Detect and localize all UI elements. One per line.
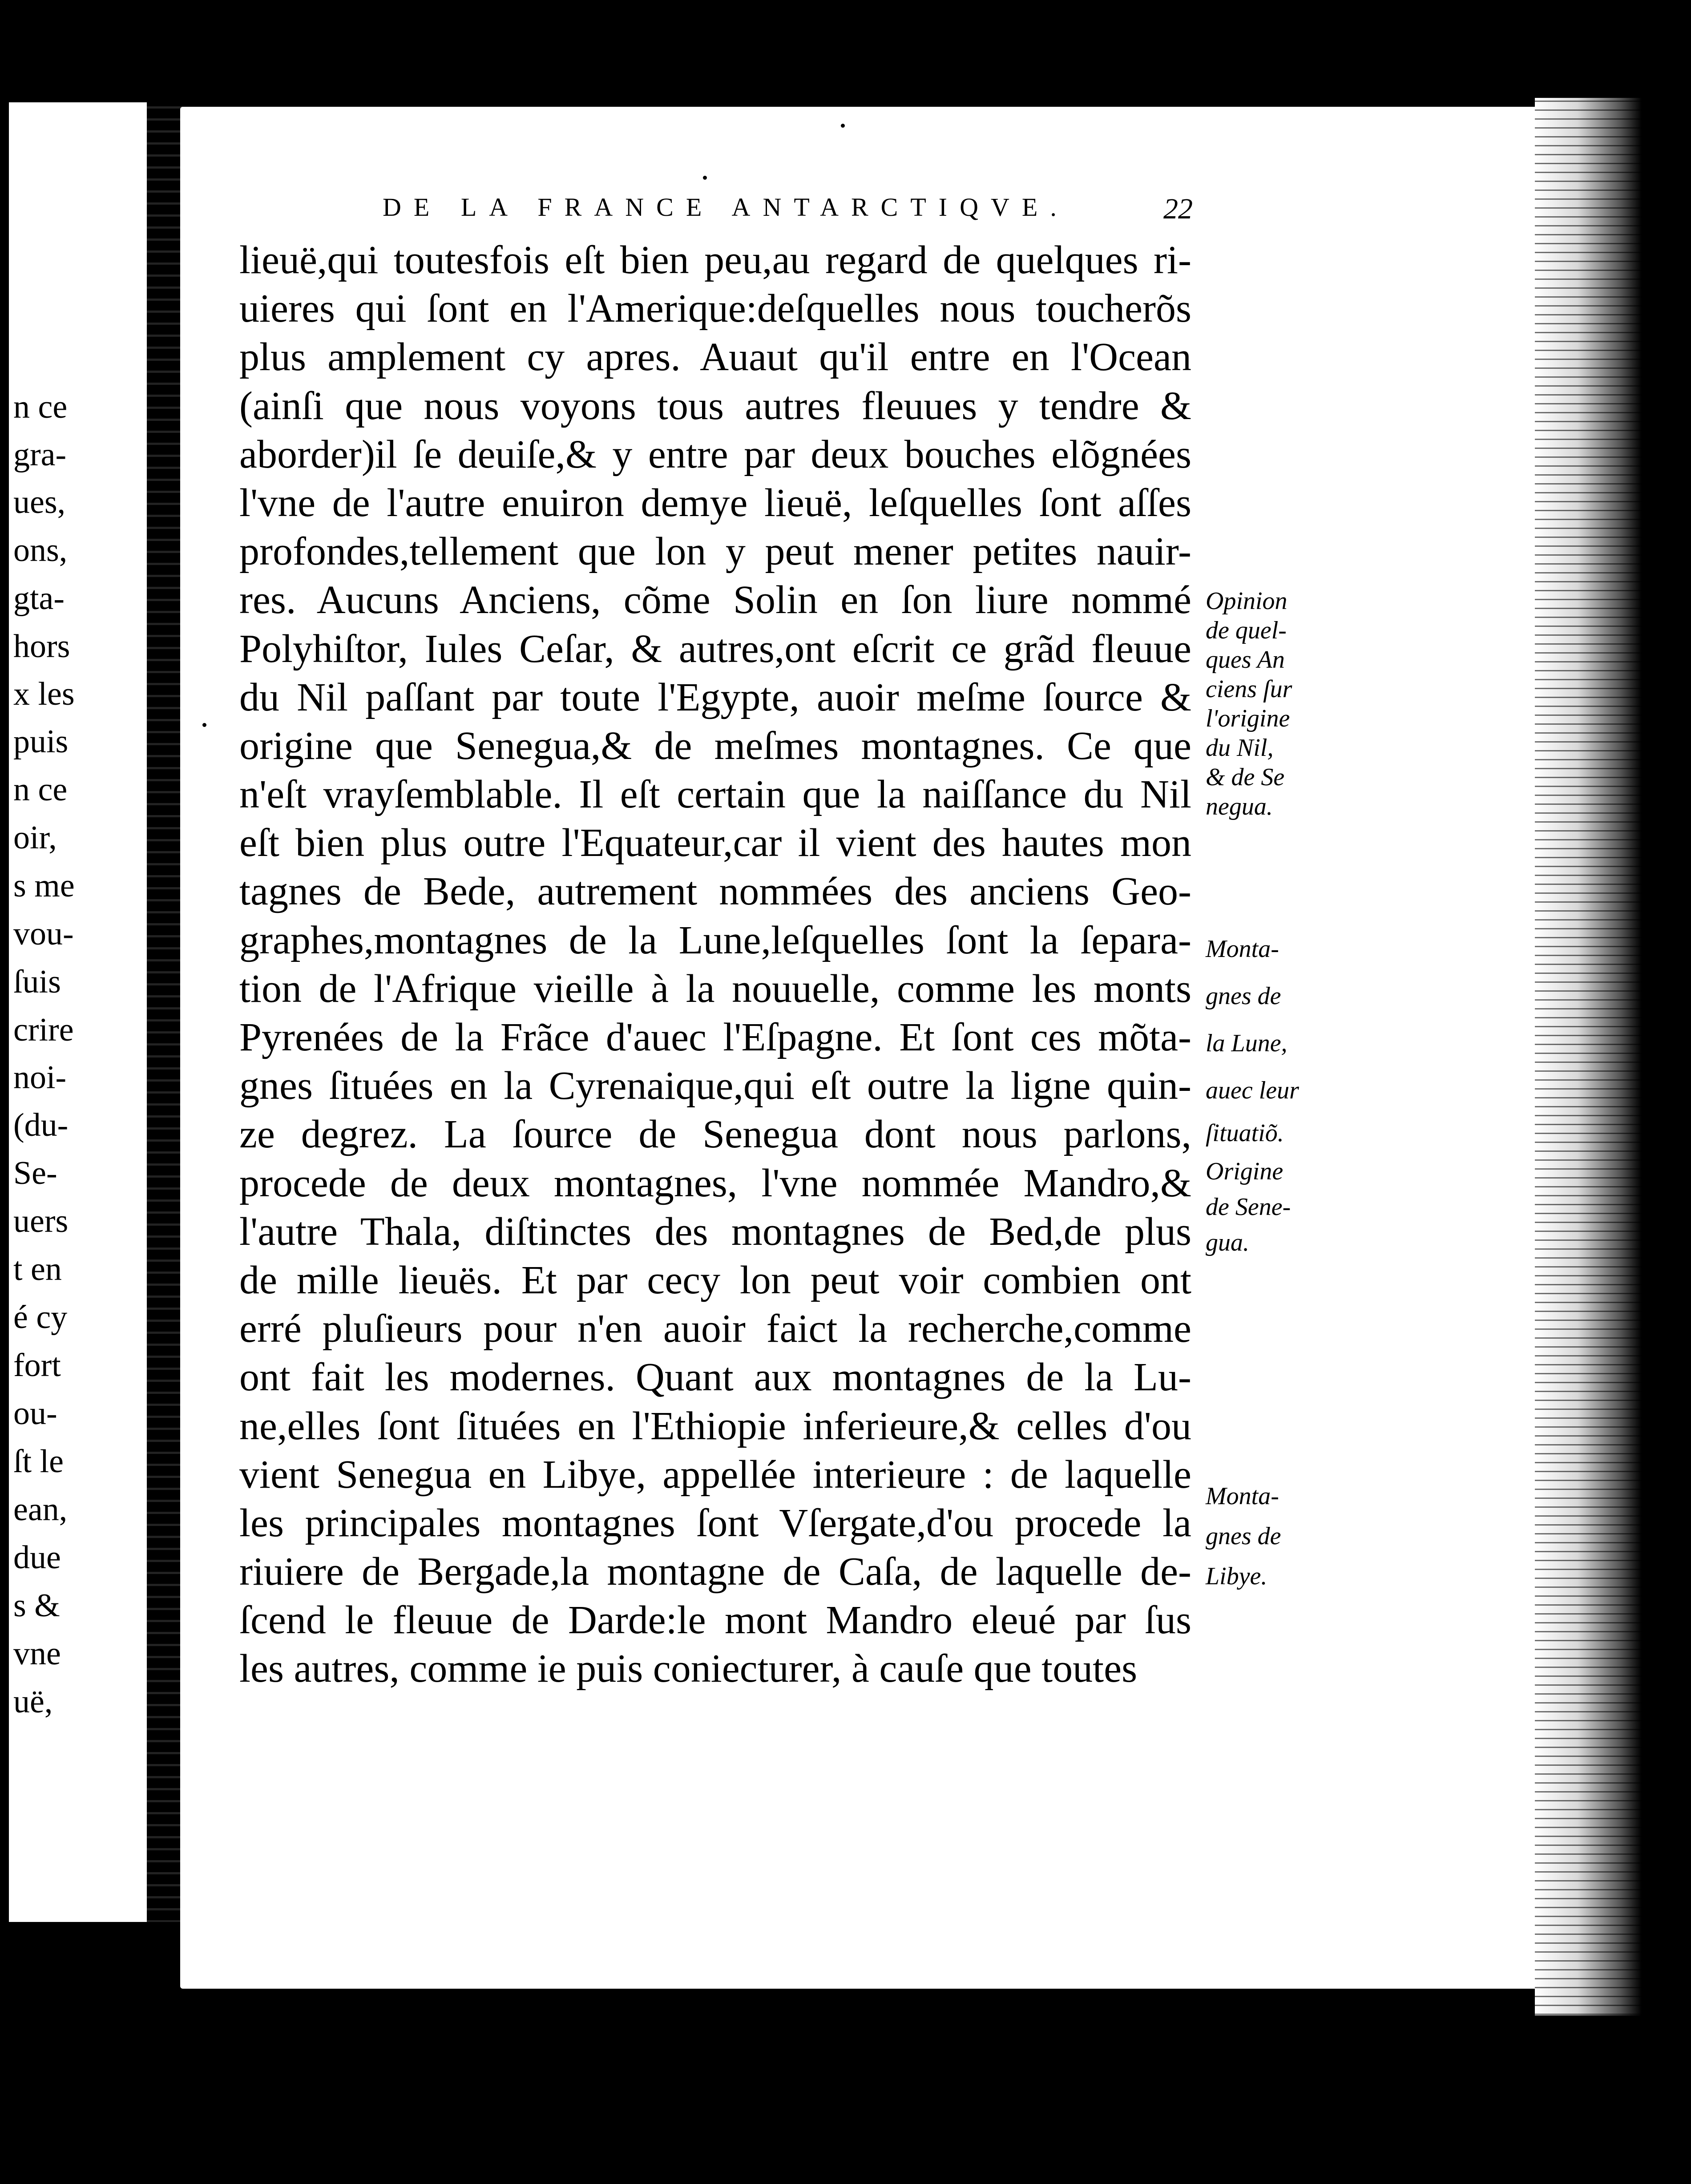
binding-gutter: [147, 102, 182, 1922]
marginal-note-line: gua.: [1206, 1229, 1249, 1256]
fragment-line: crire: [13, 1012, 74, 1048]
fragment-line: noi-: [13, 1059, 67, 1096]
text-line: erré pluſieurs pour n'en auoir faict la recherche,comme: [239, 1307, 1191, 1351]
fragment-line: vou-: [13, 916, 74, 952]
marginal-note-line: Monta-: [1206, 1482, 1279, 1510]
text-line: Pyrenées de la Frãce d'auec l'Eſpagne. Et ſont ces mõta-: [239, 1015, 1191, 1059]
fragment-line: ean,: [13, 1491, 68, 1528]
body-text: [239, 236, 1191, 1693]
text-line: ne,elles ſont ſituées en l'Ethiopie inferieure,& celles d'ou: [239, 1404, 1191, 1448]
text-line: profondes,tellement que lon y peut mener petites nauir-: [239, 529, 1191, 574]
marginal-note-line: ſituatiõ.: [1206, 1119, 1284, 1147]
text-line: ont fait les modernes. Quant aux montagnes de la Lu-: [239, 1355, 1191, 1400]
marginal-note-line: Opinion: [1206, 587, 1287, 615]
text-line: de mille lieuës. Et par cecy lon peut voir combien ont: [239, 1258, 1191, 1302]
speck: [202, 723, 206, 727]
marginal-note-line: du Nil,: [1206, 734, 1274, 762]
text-line: les principales montagnes ſont Vſergate,d'ou procede la: [239, 1501, 1191, 1545]
text-line: uieres qui ſont en l'Amerique:deſquelles nous toucherõs: [239, 287, 1191, 331]
text-line: graphes,montagnes de la Lune,leſquelles ſont la ſepara-: [239, 918, 1191, 962]
text-line: aborder)il ſe deuiſe,& y entre par deux bouches elõgnées: [239, 432, 1191, 476]
text-line: vient Senegua en Libye, appellée interieure : de laquelle: [239, 1452, 1191, 1497]
marginal-note-line: negua.: [1206, 793, 1273, 820]
speck: [841, 124, 845, 128]
fragment-line: uers: [13, 1203, 69, 1239]
fragment-line: gta-: [13, 580, 65, 617]
text-line: ſcend le fleuue de Darde:le mont Mandro eleué par ſus: [239, 1598, 1191, 1643]
marginal-note-line: & de Se: [1206, 763, 1285, 791]
marginal-note-line: la Lune,: [1206, 1029, 1287, 1057]
fragment-line: Se-: [13, 1155, 57, 1191]
fragment-line: ons,: [13, 532, 68, 569]
text-line: (ainſi que nous voyons tous autres fleuues y tendre &: [239, 384, 1191, 428]
fragment-line: oir,: [13, 820, 57, 856]
text-line: gnes ſituées en la Cyrenaique,qui eſt outre la ligne quin-: [239, 1064, 1191, 1108]
marginal-note-line: Origine: [1206, 1158, 1283, 1185]
text-line: procede de deux montagnes, l'vne nommée Mandro,&: [239, 1161, 1191, 1205]
text-line: res. Aucuns Anciens, cõme Solin en ſon liure nommé: [239, 578, 1191, 622]
marginal-note-line: auec leur: [1206, 1077, 1299, 1104]
text-line: n'eſt vrayſemblable. Il eſt certain que la naiſſance du Nil: [239, 772, 1191, 817]
fragment-line: x les: [13, 676, 75, 712]
speck: [703, 176, 707, 180]
text-line: l'vne de l'autre enuiron demye lieuë, leſquelles ſont aſſes: [239, 480, 1191, 525]
text-line: ze degrez. La ſource de Senegua dont nous parlons,: [239, 1112, 1191, 1157]
fragment-line: uë,: [13, 1683, 53, 1720]
fragment-line: due: [13, 1539, 61, 1576]
page-number: 22: [1163, 193, 1193, 225]
fragment-line: (du-: [13, 1107, 69, 1143]
fragment-line: puis: [13, 723, 69, 760]
marginal-note-line: ques An: [1206, 646, 1285, 674]
fragment-line: ou-: [13, 1395, 57, 1432]
text-line: du Nil paſſant par toute l'Egypte, auoir meſme ſource &: [239, 675, 1191, 719]
fragment-line: t en: [13, 1251, 62, 1288]
text-line: tion de l'Afrique vieille à la nouuelle, comme les monts: [239, 966, 1191, 1011]
text-line: Polyhiſtor, Iules Ceſar, & autres,ont eſcrit ce grãd fleuue: [239, 626, 1191, 671]
marginal-note-line: gnes de: [1206, 982, 1281, 1010]
fragment-line: n ce: [13, 771, 68, 808]
fragment-line: s &: [13, 1587, 60, 1624]
running-head: DE LA FRANCE ANTARCTIQVE.: [383, 193, 1069, 222]
fragment-line: gra-: [13, 436, 67, 473]
marginal-note-line: ciens ſur: [1206, 675, 1292, 703]
marginal-note-line: l'origine: [1206, 705, 1290, 732]
fragment-line: fort: [13, 1347, 61, 1384]
speck: [445, 2051, 449, 2055]
fragment-line: n ce: [13, 389, 68, 425]
page-edge-shadow: [1535, 98, 1642, 2015]
text-line: origine que Senegua,& de meſmes montagnes. Ce que: [239, 723, 1191, 768]
fragment-line: s me: [13, 868, 75, 904]
marginal-note-line: Libye.: [1206, 1562, 1267, 1590]
signature-mark: f ij: [881, 2074, 924, 2117]
fragment-line: é cy: [13, 1299, 68, 1336]
speck: [836, 2180, 840, 2184]
text-line: lieuë,qui toutesfois eſt bien peu,au regard de quelques ri-: [239, 238, 1191, 282]
fragment-line: ſuis: [13, 964, 61, 1000]
text-line: riuiere de Bergade,la montagne de Caſa, de laquelle de-: [239, 1550, 1191, 1594]
marginal-note-line: de quel-: [1206, 617, 1287, 644]
fragment-line: vne: [13, 1635, 61, 1672]
marginal-note-line: de Sene-: [1206, 1193, 1291, 1221]
text-line: plus amplement cy apres. Auaut qu'il entre en l'Ocean: [239, 335, 1191, 379]
facing-page-fragment: [9, 102, 169, 1922]
fragment-line: hors: [13, 628, 70, 665]
text-line: l'autre Thala, diſtinctes des montagnes de Bed,de plus: [239, 1209, 1191, 1254]
text-line: les autres, comme ie puis coniecturer, à cauſe que toutes: [239, 1647, 1138, 1691]
fragment-line: ſt le: [13, 1443, 64, 1480]
fragment-line: ues,: [13, 484, 66, 521]
text-line: eſt bien plus outre l'Equateur,car il vient des hautes mon: [239, 821, 1191, 865]
speck: [885, 2011, 889, 2015]
marginal-note-line: gnes de: [1206, 1522, 1281, 1550]
marginal-note-line: Monta-: [1206, 935, 1279, 963]
text-line: tagnes de Bede, autrement nommées des anciens Geo-: [239, 869, 1191, 914]
